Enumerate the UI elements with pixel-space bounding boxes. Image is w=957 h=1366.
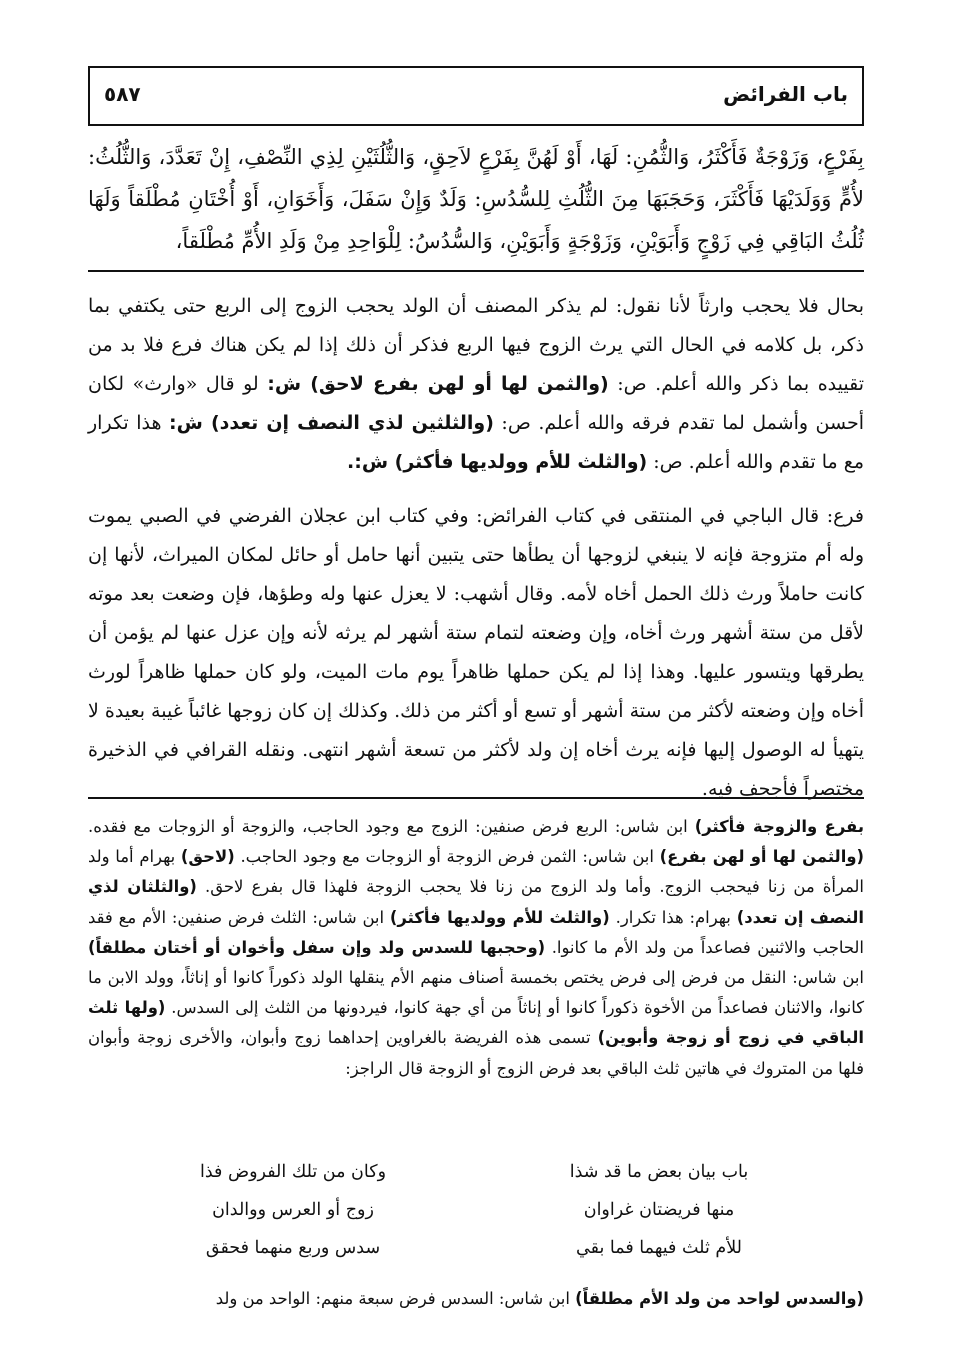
separator-line xyxy=(88,797,864,799)
hashiya-segment: ابن شاس: الثمن فرض الزوجة أو الزوجات مع وجود الحاجب. xyxy=(234,847,660,867)
sharh-paragraph-2: فرع: قال الباجي في المنتقى في كتاب الفرائض: وفي كتاب ابن عجلان الفرضي في الصبي يموت وله أم متزوجة فإنه لا ينبغي لزوجها أن يطأها حتى يتبين أنها حامل أو حائل لمكان الميراث، لأنها إن كانت حاملاً ورث ذلك الحمل أخاه لأمه. وقال أشهب: لا يعزل عنها وله وطؤها، فإن وضعت بعد موته لأقل من ستة أشهر ورث أخاه، وإن وضعته لتمام ستة أشهر لم يرثه لأنه وإن عزل عنها لم يؤمن أن يطرقها ويتسور عليها. وهذا إذا لم يكن حملها ظاهراً يوم مات الميت، ولو كان حملها ظاهراً لورث أخاه وإن وضعته لأكثر من ستة أشهر أو تسع أو أكثر من ذلك. وكذلك إن كان زوجها غائباً غيبة بعيدة لا يتهيأ له الوصول إليها فإنه يرث أخاه إن ولد لأكثر من تسعة أشهر انتهى. ونقله القرافي في الذخيرة مختصراً فأجحف فيه. xyxy=(88,505,864,800)
quoted-matn: (والثلثان لذي النصف إن تعدد) xyxy=(88,877,865,927)
page-number: ٥٨٧ xyxy=(104,82,141,106)
hashiya-segment: ابن شاس: النقل من فرض إلى فرض يختص بخمسة أصناف منهم الأم ينقلها الولد ذكوراً كانوا أو إناثاً، وولد الابن ما كانوا، والاثنان فصاعداً من الأخوة ذكوراً كانوا أو إناثاً من أي جهة كانوا، فيردونها من الثلث إلى السدس. xyxy=(88,968,864,1018)
poem xyxy=(88,1162,864,1276)
separator-line xyxy=(88,270,864,272)
hashiya-segment: ابن شاس: الربع فرض صنفين: الزوج مع وجود الحاجب، والزوجة أو الزوجات مع فقده. xyxy=(88,817,695,836)
sharh-text: لو قال «وارث» لكان أحسن وأشمل لما تقدم فرقه والله أعلم. ص: xyxy=(88,373,864,434)
sharh-paragraph-1 xyxy=(88,287,864,482)
verse-second-hemistich: سدس وربع منهما فحقق xyxy=(205,1238,381,1258)
hashiya-text xyxy=(88,812,864,1084)
quoted-matn: بفرع والزوجة فأكثر) xyxy=(694,817,864,836)
verse-first-hemistich: منها فريضتان غراوان xyxy=(583,1200,735,1220)
quoted-matn: (لاحق) xyxy=(180,847,235,867)
hashiya-segment: ابن شاس: الثلث فرض صنفين: الأم مع فقد الحاجب والاثنين فصاعداً من ولد الأم ما كانوا. xyxy=(88,907,864,957)
verse-first-hemistich: للأم ثلث فيهما فما بقي xyxy=(576,1238,742,1258)
sharh-text: هذا تكرار مع ما تقدم والله أعلم. ص: xyxy=(88,412,864,473)
verse-second-hemistich: زوج أو العرس ووالدان xyxy=(212,1200,374,1220)
quoted-matn: (والسدس لواحد من ولد الأم مطلقاً) xyxy=(575,1289,864,1308)
hashiya-segment: تسمى هذه الفريضة بالغراوين إحداهما زوج وأبوان، والأخرى زوجة وأبوان فلها من المتروك في هاتين ثلث الباقي بعد فرض الزوج أو الزوجة قال الراجز: xyxy=(88,1028,864,1078)
page-header xyxy=(88,66,864,126)
quoted-matn: (والثلث للأم وولديها فأكثر) ش:. xyxy=(347,451,648,473)
matn-text: بِفَرْعٍ، وَزَوْجَةٌ فَأَكْثَرُ، وَالثُّمُنِ: لَهَا، أَوْ لَهُنَّ بِفَرْعٍ لاَحِقٍ، وَالثُّلُثَيْنِ لِذِي النِّصْفِ، إِنْ تَعَدَّدَ، وَالثُّلُثُ: لأُمٍّ وَوَلَدَيْهَا فَأَكْثَرَ، وَحَجَبَهَا مِنَ الثُّلُثِ لِلسُّدُسِ: وَلَدٌ وَإِنْ سَفَلَ، وَأَخَوَانِ، أَوْ أُخْتَانِ مُطْلَقاً وَلَهَا ثُلُثُ البَاقِي فِي زَوْجٍ وَأَبَوَيْنِ، وَزَوْجَةٍ وَأَبَوَيْنِ، وَالسُّدُسُ: لِلْوَاحِدِ مِنْ وَلَدِ الأُمِّ مُطْلَقاً، xyxy=(88,145,864,253)
chapter-title: باب الفرائض xyxy=(723,82,848,106)
quoted-matn: (والثمن لها أو لهن بفرع لاحق) ش: xyxy=(267,373,609,395)
poem-verse xyxy=(88,1238,864,1276)
quoted-matn: (والثلث للأم وولديها فأكثر) xyxy=(389,907,610,927)
hashiya-segment: ابن شاس: السدس فرض سبعة منهم: الواحد من ولد xyxy=(215,1289,576,1308)
quoted-matn: (ولها ثلث الباقي في زوج أو زوجة وأبوين) xyxy=(88,998,864,1048)
verse-second-hemistich: وكان من تلك الفروض فذا xyxy=(199,1162,387,1182)
sharh-text: بحال فلا يحجب وارثاً لأنا نقول: لم يذكر المصنف أن الولد يحجب الزوج إلى الربع حتى يكتفي بما ذكر، بل كلامه في الحال التي يرث الزوج فيها الربع فذكر أن ذلك إذا لم يكن هناك فرع فلا بد من تقييده بما ذكر والله أعلم. ص: xyxy=(88,295,865,395)
poem-verse xyxy=(88,1162,864,1200)
quoted-matn: (وحجبها للسدس ولد وإن سفل وأخوان أو أختان مطلقاً) xyxy=(88,937,546,957)
poem-verse xyxy=(88,1200,864,1238)
verse-first-hemistich: باب بيان بعض ما قد شذا xyxy=(569,1162,749,1182)
hashiya-segment: بهرام: هذا تكرار. xyxy=(609,907,737,927)
hashiya-segment: بهرام أما ولد المرأة من زنا فيحجب الزوج. وأما ولد الزوج من زنا فلا يحجب الزوجة فلهذا قال بفرع لاحق. xyxy=(88,847,864,897)
quoted-matn: (والثلثين لذي النصف إن تعدد) ش: xyxy=(169,412,494,434)
hashiya-continuation xyxy=(88,1284,864,1314)
quoted-matn: (والثمن لها أو لهن بفرع) xyxy=(659,847,864,867)
